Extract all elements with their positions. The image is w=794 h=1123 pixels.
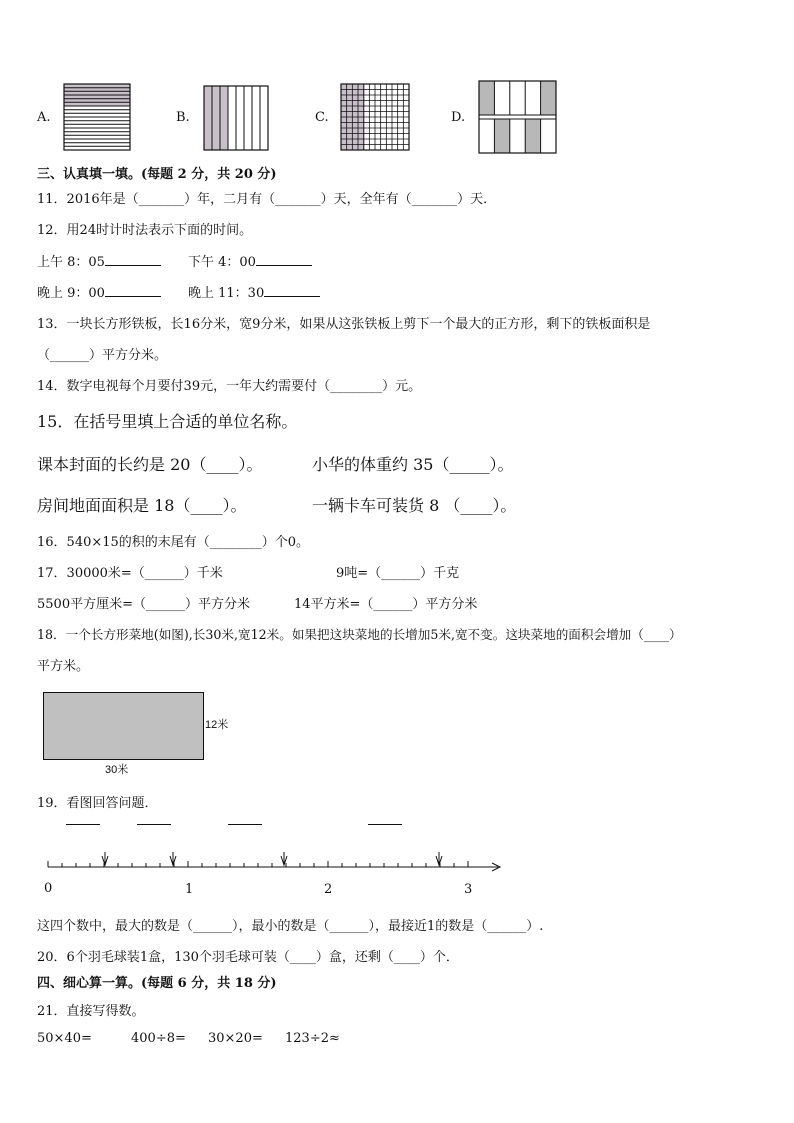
q12-am805-text: 上午 8：05 bbox=[37, 255, 105, 270]
arrow-mark-1 bbox=[102, 852, 108, 865]
q17-item-d: 14平方米=（______）平方分米 bbox=[294, 597, 478, 612]
question-18-line1: 18．一个长方形菜地(如图),长30米,宽12米。如果把这块菜地的长增加5米,宽不变。这块菜地的面积会增加（____） bbox=[37, 627, 682, 642]
q15-item-c: 房间地面面积是 18（____）。 bbox=[37, 496, 247, 515]
option-a-figure bbox=[64, 84, 132, 152]
option-b-label: B. bbox=[176, 110, 190, 125]
q12-item-pm400 bbox=[188, 251, 312, 270]
q21-expr-2: 400÷8= bbox=[131, 1031, 186, 1046]
option-d-figure bbox=[479, 81, 559, 155]
answer-blank[interactable] bbox=[66, 824, 100, 825]
option-d-label: D. bbox=[451, 110, 466, 125]
q21-expr-4: 123÷2≈ bbox=[285, 1031, 340, 1046]
q15-item-d: 一辆卡车可装货 8 （____）。 bbox=[312, 496, 517, 515]
vegetable-plot-rectangle bbox=[43, 692, 204, 760]
q17-item-a: 17．30000米=（______）千米 bbox=[37, 566, 223, 581]
width-label: 12米 bbox=[205, 719, 229, 731]
question-12-stem: 12．用24时计时法表示下面的时间。 bbox=[37, 223, 253, 238]
q17-item-b: 9吨=（______）千克 bbox=[336, 566, 460, 581]
q12-item-am805 bbox=[37, 251, 161, 270]
question-20: 20．6个羽毛球装1盒，130个羽毛球可装（____）盒，还剩（____）个． bbox=[37, 950, 459, 965]
question-15-stem: 15．在括号里填上合适的单位名称。 bbox=[37, 412, 298, 431]
option-a-label: A. bbox=[37, 110, 51, 125]
question-19-stem: 19．看图回答问题． bbox=[37, 796, 158, 811]
q15-item-a: 课本封面的长约是 20（____）。 bbox=[37, 455, 263, 474]
answer-blank[interactable] bbox=[256, 265, 312, 266]
answer-blank[interactable] bbox=[368, 824, 402, 825]
tick-label-2: 2 bbox=[324, 882, 333, 897]
answer-blank[interactable] bbox=[105, 265, 161, 266]
q21-expr-1: 50×40= bbox=[37, 1031, 92, 1046]
length-label: 30米 bbox=[105, 764, 129, 776]
question-16: 16．540×15的积的末尾有（________）个0。 bbox=[37, 535, 310, 550]
question-13-line1: 13．一块长方形铁板，长16分米，宽9分米，如果从这张铁板上剪下一个最大的正方形，剩下的铁板面积是 bbox=[37, 317, 651, 332]
question-14: 14．数字电视每个月要付39元，一年大约需要付（________）元。 bbox=[37, 379, 422, 394]
answer-blank[interactable] bbox=[137, 824, 171, 825]
arrow-mark-4 bbox=[436, 852, 442, 865]
option-b-figure bbox=[204, 86, 270, 152]
option-c-figure bbox=[341, 84, 411, 152]
section-3-title: 三、认真填一填。(每题 2 分，共 20 分) bbox=[37, 167, 277, 182]
tick-label-0: 0 bbox=[44, 881, 53, 896]
q17-item-c: 5500平方厘米=（______）平方分米 bbox=[37, 597, 250, 612]
q12-pm1130-text: 晚上 11：30 bbox=[188, 286, 265, 301]
q12-item-pm1130 bbox=[188, 282, 320, 301]
q12-pm400-text: 下午 4：00 bbox=[188, 255, 256, 270]
arrow-mark-2 bbox=[170, 852, 176, 865]
question-13-line2: （______）平方分米。 bbox=[37, 348, 168, 363]
q12-item-pm900 bbox=[37, 282, 161, 301]
q12-pm900-text: 晚上 9：00 bbox=[37, 286, 105, 301]
question-21-stem: 21．直接写得数。 bbox=[37, 1004, 145, 1019]
answer-blank[interactable] bbox=[228, 824, 262, 825]
q15-item-b: 小华的体重约 35（_____）。 bbox=[312, 455, 514, 474]
q21-expr-3: 30×20= bbox=[208, 1031, 263, 1046]
section-4-title: 四、细心算一算。(每题 6 分，共 18 分) bbox=[37, 976, 277, 991]
question-18-line2: 平方米。 bbox=[37, 659, 90, 674]
answer-blank[interactable] bbox=[105, 296, 161, 297]
question-19-answer: 这四个数中，最大的数是（______），最小的数是（______），最接近1的数是（______）. bbox=[37, 919, 544, 934]
answer-blank[interactable] bbox=[264, 296, 320, 297]
tick-label-1: 1 bbox=[185, 882, 194, 897]
question-11: 11．2016年是（_______）年，二月有（_______）天，全年有（_______）天． bbox=[37, 192, 497, 207]
number-line bbox=[40, 848, 510, 878]
option-c-label: C. bbox=[315, 110, 329, 125]
tick-label-3: 3 bbox=[464, 882, 473, 897]
